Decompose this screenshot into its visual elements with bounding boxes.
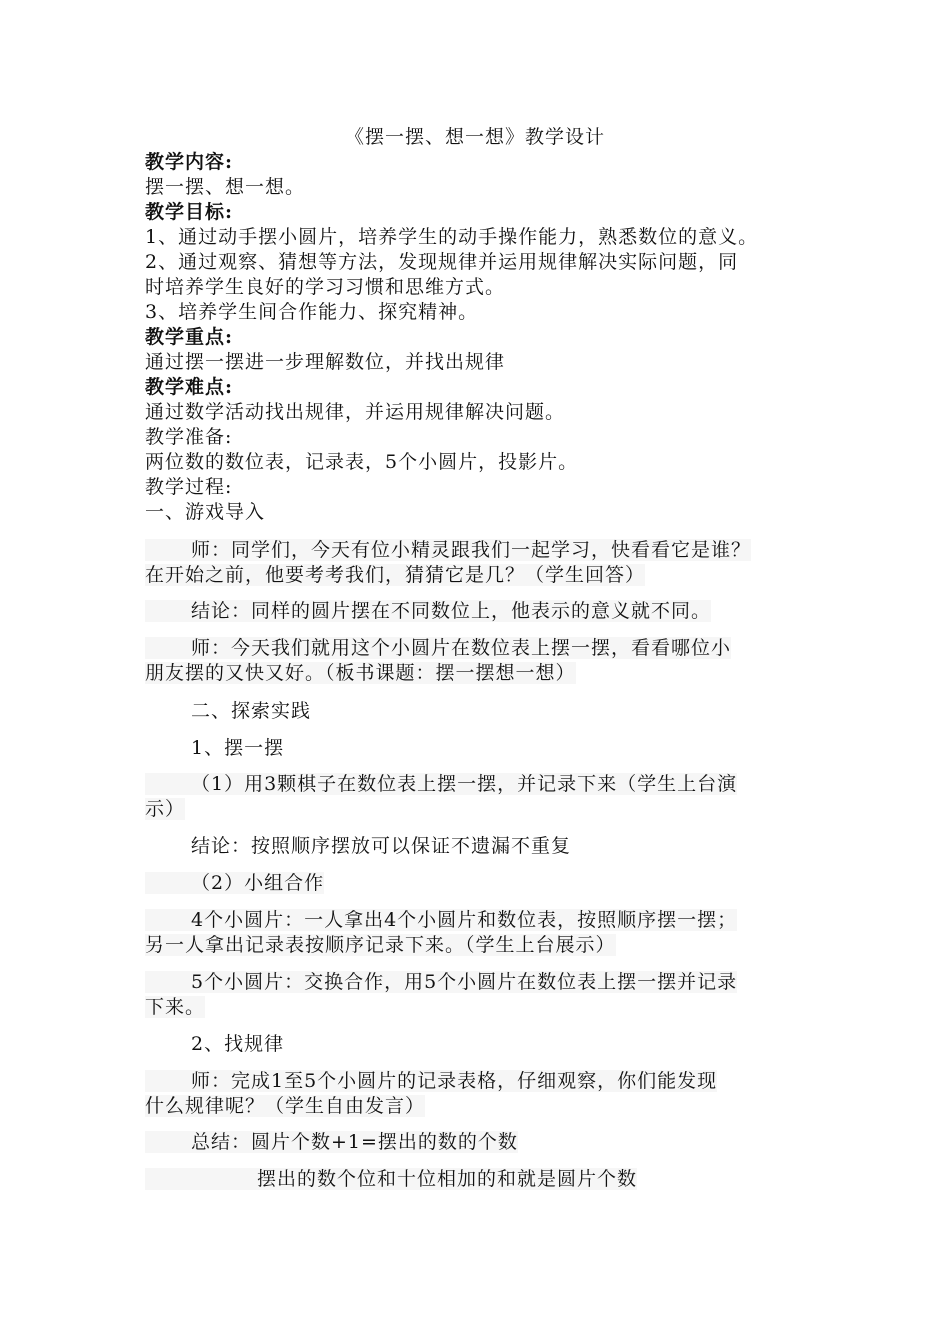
part-1-heading: 一、游戏导入 <box>145 501 266 523</box>
process-heading: 教学过程: <box>145 476 233 498</box>
goal-1: 1、通过动手摆小圆片，培养学生的动手操作能力，熟悉数位的意义。 <box>145 226 759 248</box>
group-work-line-1: 4个小圆片：一人拿出4个小圆片和数位表，按照顺序摆一摆； <box>145 909 737 931</box>
paragraph-2: 结论：同样的圆片摆在不同数位上，他表示的意义就不同。 <box>145 600 711 622</box>
difficulties-text: 通过数学活动找出规律，并运用规律解决问题。 <box>145 401 566 423</box>
preparation-text: 两位数的数位表，记录表，5个小圆片，投影片。 <box>145 451 579 473</box>
five-chips-line-1: 5个小圆片：交换合作，用5个小圆片在数位表上摆一摆并记录 <box>145 971 737 993</box>
key-points-text: 通过摆一摆进一步理解数位，并找出规律 <box>145 351 506 373</box>
group-work-line-2: 另一人拿出记录表按顺序记录下来。（学生上台展示） <box>145 934 616 956</box>
goal-2-line-2: 时培养学生良好的学习习惯和思维方式。 <box>145 276 506 298</box>
key-points-heading: 教学重点: <box>145 326 234 348</box>
paragraph-1-line-2: 在开始之前，他要考考我们，猜猜它是几？（学生回答） <box>145 564 646 586</box>
goals-heading: 教学目标: <box>145 201 234 223</box>
summary-line-2: 摆出的数个位和十位相加的和就是圆片个数 <box>145 1168 637 1190</box>
content-heading: 教学内容: <box>145 151 234 173</box>
paragraph-1-line-1: 师：同学们，今天有位小精灵跟我们一起学习，快看看它是谁？ <box>145 539 751 561</box>
group-work-heading: （2）小组合作 <box>145 872 324 894</box>
summary-line-1: 总结：圆片个数+1=摆出的数的个数 <box>145 1131 518 1153</box>
content-text: 摆一摆、想一想。 <box>145 176 306 198</box>
preparation-heading: 教学准备: <box>145 426 233 448</box>
difficulties-heading: 教学难点: <box>145 376 234 398</box>
rule-question-line-2: 什么规律呢？（学生自由发言） <box>145 1095 426 1117</box>
step-1-conclusion: 结论：按照顺序摆放可以保证不遗漏不重复 <box>191 835 572 857</box>
part-2-heading: 二、探索实践 <box>191 700 312 722</box>
five-chips-line-2: 下来。 <box>145 996 206 1018</box>
paragraph-3-line-1: 师：今天我们就用这个小圆片在数位表上摆一摆，看看哪位小 <box>145 637 731 659</box>
goal-3: 3、培养学生间合作能力、探究精神。 <box>145 301 479 323</box>
step-1-heading: 1、摆一摆 <box>191 737 285 759</box>
step-2-heading: 2、找规律 <box>191 1033 285 1055</box>
document-title: 《摆一摆、想一想》教学设计 <box>344 126 605 148</box>
step-1-text-line-2: 示） <box>145 798 186 820</box>
goal-2-line-1: 2、通过观察、猜想等方法，发现规律并运用规律解决实际问题，同 <box>145 251 739 273</box>
rule-question-line-1: 师：完成1至5个小圆片的记录表格，仔细观察，你们能发现 <box>145 1070 717 1092</box>
step-1-text-line-1: （1）用3颗棋子在数位表上摆一摆，并记录下来（学生上台演 <box>145 773 737 795</box>
paragraph-3-line-2: 朋友摆的又快又好。（板书课题：摆一摆想一想） <box>145 662 576 684</box>
